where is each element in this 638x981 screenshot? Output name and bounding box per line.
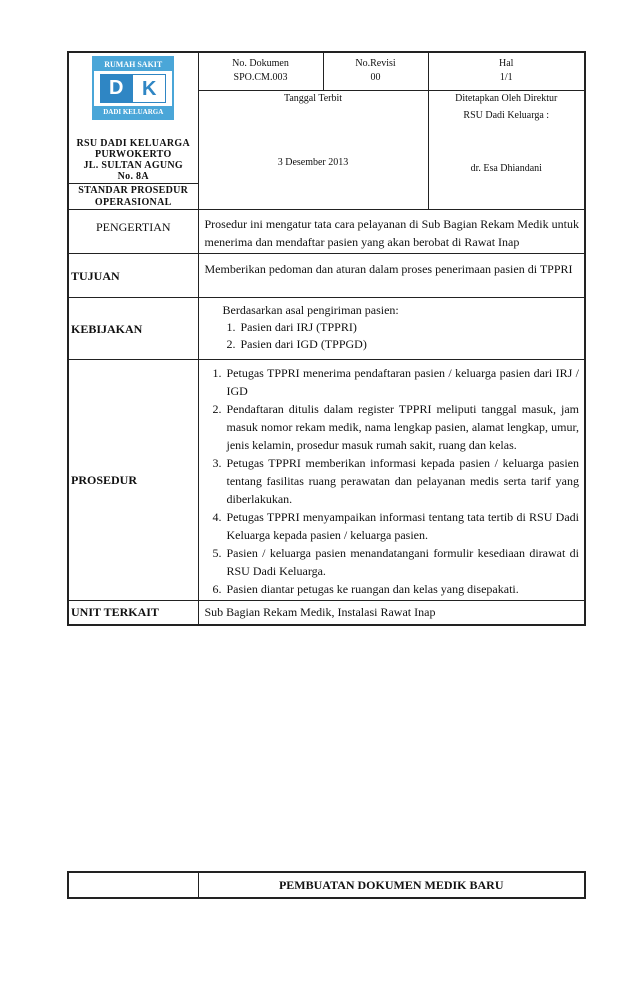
prosedur-list	[203, 364, 580, 598]
kebijakan-intro: Berdasarkan asal pengiriman pasien:	[222, 303, 399, 317]
director-name: dr. Esa Dhiandani	[470, 162, 542, 174]
hospital-city: PURWOKERTO	[94, 149, 172, 160]
hospital-identity-cell	[68, 52, 198, 184]
tujuan-text: Memberikan pedoman dan aturan dalam proses penerimaan pasien di TPPRI	[198, 254, 585, 298]
unit-terkait-label: UNIT TERKAIT	[71, 605, 159, 620]
no-dokumen-value: SPO.CM.003	[233, 72, 288, 83]
footer-table	[67, 871, 586, 899]
unit-terkait-label-cell	[68, 601, 198, 625]
prosedur-label-cell	[68, 360, 198, 601]
pengertian-text: Prosedur ini mengatur tata cara pelayanan di Sub Bagian Rekam Medik untuk menerima dan mendaftar pasien yang akan berobat di Rawat Inap	[198, 210, 585, 254]
hospital-logo	[92, 56, 174, 120]
kebijakan-list	[223, 319, 580, 353]
kebijakan-label: KEBIJAKAN	[71, 321, 143, 336]
prosedur-content	[198, 360, 585, 601]
hal-cell	[428, 52, 585, 90]
list-item: 4. Petugas TPPRI menyampaikan informasi tentang tata tertib di RSU Dadi Keluarga kepada pasien / keluarga pasien.	[225, 508, 580, 544]
hospital-number: No. 8A	[117, 171, 149, 182]
list-item: 5. Pasien / keluarga pasien menandatangani formulir kesediaan dirawat di RSU Dadi Keluarga.	[225, 544, 580, 580]
tanggal-terbit-value: 3 Desember 2013	[277, 156, 349, 168]
logo-letter-d: D	[100, 74, 132, 103]
list-item: 2. Pendaftaran ditulis dalam register TPPRI meliputi tanggal masuk, jam masuk nomor rekam medik, nama lengkap pasien, alamat lengkap, umur, jenis kelamin, prosedur masuk rumah sakit, ruang dan kelas.	[225, 400, 580, 454]
doc-type: STANDAR PROSEDUR OPERASIONAL	[78, 185, 189, 208]
pengertian-label-cell	[68, 210, 198, 254]
next-page-header	[67, 871, 584, 899]
hal-label: Hal	[499, 58, 514, 69]
list-item: 1. Petugas TPPRI menerima pendaftaran pasien / keluarga pasien dari IRJ / IGD	[225, 364, 580, 400]
list-item: 3. Petugas TPPRI memberikan informasi kepada pasien / keluarga pasien tentang fasilitas ruang perawatan dan pelayanan medis serta tarif yang diberlakukan.	[225, 454, 580, 508]
no-revisi-label: No.Revisi	[355, 58, 396, 69]
footer-empty-cell	[68, 872, 198, 898]
no-revisi-cell	[323, 52, 428, 90]
tanggal-terbit-cell	[198, 90, 428, 210]
sop-document	[67, 51, 584, 626]
logo-top-text: RUMAH SAKIT	[94, 58, 172, 71]
logo-letter-k: K	[132, 74, 166, 103]
list-item: 6. Pasien diantar petugas ke ruangan dan kelas yang disepakati.	[225, 580, 580, 598]
tanggal-terbit-label: Tanggal Terbit	[283, 92, 343, 104]
tujuan-label-cell	[68, 254, 198, 298]
hal-value: 1/1	[499, 72, 513, 83]
no-dokumen-cell	[198, 52, 323, 90]
ditetapkan-label: Ditetapkan Oleh Direktur	[455, 92, 558, 104]
kebijakan-label-cell	[68, 298, 198, 360]
unit-terkait-text: Sub Bagian Rekam Medik, Instalasi Rawat Inap	[198, 601, 585, 625]
list-item: 2. Pasien dari IGD (TPPGD)	[239, 336, 580, 353]
logo-bottom-text: DADI KELUARGA	[94, 106, 172, 118]
ditetapkan-cell	[428, 90, 585, 210]
list-item: 1. Pasien dari IRJ (TPPRI)	[239, 319, 580, 336]
hospital-street: JL. SULTAN AGUNG	[83, 160, 184, 171]
ditetapkan-org: RSU Dadi Keluarga :	[463, 109, 550, 121]
tujuan-label: TUJUAN	[71, 268, 120, 283]
hospital-name: RSU DADI KELUARGA	[76, 138, 190, 149]
no-revisi-value: 00	[370, 72, 381, 83]
kebijakan-content	[198, 298, 585, 360]
doc-type-cell	[68, 184, 198, 210]
no-dokumen-label: No. Dokumen	[232, 58, 289, 69]
sop-table	[67, 51, 586, 626]
footer-title: PEMBUATAN DOKUMEN MEDIK BARU	[198, 872, 585, 898]
pengertian-label: PENGERTIAN	[95, 220, 171, 234]
prosedur-label: PROSEDUR	[71, 473, 138, 487]
